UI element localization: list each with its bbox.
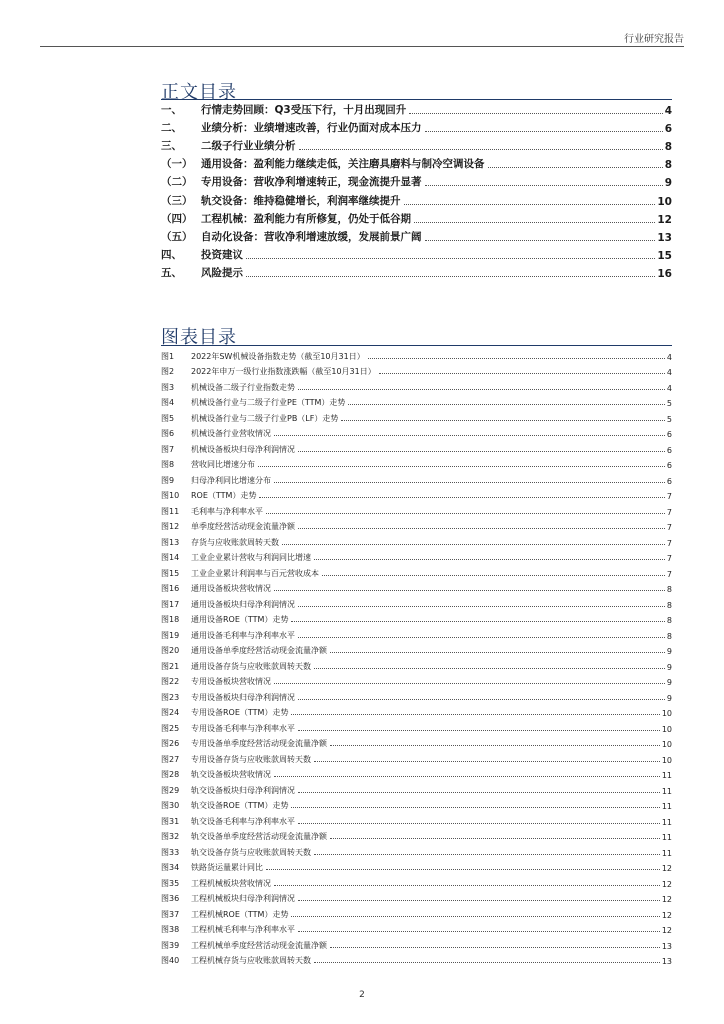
toc-entry[interactable]	[161, 117, 672, 135]
figure-entry-page: 6	[666, 476, 672, 486]
page-number: 2	[359, 990, 365, 1000]
figure-entry-leader-dots	[314, 961, 660, 963]
toc-entry[interactable]	[161, 153, 672, 171]
toc-entry-page: 12	[657, 213, 672, 226]
figure-entry-leader-dots	[274, 884, 660, 886]
toc-entry[interactable]	[161, 244, 672, 262]
figure-entry[interactable]	[161, 842, 672, 858]
figure-entry-text: 专用设备ROE（TTM）走势	[191, 708, 289, 717]
figure-entry[interactable]	[161, 408, 672, 424]
toc-entry-text: 自动化设备：营收净利增速放缓，发展前景广阔	[201, 230, 422, 243]
toc-entry-text: 通用设备：盈利能力继续走低，关注磨具磨料与制冷空调设备	[201, 158, 485, 171]
figure-entry-number: 图33	[161, 847, 180, 857]
figure-entry-page: 5	[666, 399, 672, 408]
figure-entry-leader-dots	[298, 791, 660, 793]
toc-entry-number: （二）	[161, 176, 193, 189]
figure-entry-leader-dots	[330, 651, 665, 653]
toc-entry-leader-dots	[404, 203, 656, 205]
figure-entry-number: 图5	[161, 413, 175, 423]
figure-entry[interactable]	[161, 889, 672, 905]
figure-entry[interactable]	[161, 393, 672, 409]
figure-entry-page: 7	[666, 538, 672, 548]
figure-entry-text: 存货与应收账款周转天数	[191, 537, 279, 547]
figure-entry[interactable]	[161, 873, 672, 889]
figure-entry-leader-dots	[274, 775, 660, 777]
figure-list-title: 图表目录	[161, 327, 237, 348]
figure-entry-text: 机械设备行业与二级子行业PE（TTM）走势	[191, 398, 346, 407]
figure-entry-page: 13	[661, 941, 672, 951]
figure-entry-leader-dots	[322, 574, 665, 576]
toc-entry-number: （五）	[161, 230, 193, 243]
figure-entry-leader-dots	[282, 543, 665, 545]
figure-entry[interactable]	[161, 718, 672, 734]
figure-entry-number: 图34	[161, 863, 180, 872]
figure-entry-page: 12	[661, 895, 672, 904]
figure-entry-leader-dots	[379, 372, 665, 374]
figure-entry[interactable]	[161, 951, 672, 967]
figure-entry-text: 轨交设备ROE（TTM）走势	[191, 801, 289, 810]
figure-entry-page: 10	[661, 755, 672, 765]
toc-entry-leader-dots	[425, 130, 663, 132]
toc-title: 正文目录	[161, 82, 237, 103]
figure-entry-text: 归母净利同比增速分布	[191, 475, 271, 485]
figure-entry-text: 轨交设备毛利率与净利率水平	[191, 816, 295, 826]
figure-entry-text: 通用设备存货与应收账款周转天数	[191, 661, 311, 671]
toc-entry-page: 10	[657, 195, 672, 208]
toc-entry-text: 专用设备：营收净利增速转正，现金流提升显著	[201, 176, 422, 189]
figure-entry[interactable]	[161, 811, 672, 827]
figure-entry-number: 图25	[161, 723, 180, 733]
figure-entry-leader-dots	[298, 899, 660, 901]
figure-entry-number: 图24	[161, 708, 180, 717]
figure-entry[interactable]	[161, 377, 672, 393]
figure-entry-number: 图1	[161, 351, 175, 361]
figure-entry[interactable]	[161, 641, 672, 657]
toc-entry-leader-dots	[425, 239, 656, 241]
figure-entry-number: 图6	[161, 429, 175, 438]
figure-entry-leader-dots	[298, 450, 665, 452]
figure-entry-page: 13	[661, 957, 672, 966]
toc-entry-text: 二级子行业业绩分析	[201, 140, 296, 153]
figure-entry[interactable]	[161, 858, 672, 874]
figure-entry-page: 7	[666, 569, 672, 579]
figure-entry-page: 12	[661, 910, 672, 920]
figure-entry[interactable]	[161, 517, 672, 533]
figure-entry-leader-dots	[348, 403, 664, 405]
figure-entry[interactable]	[161, 548, 672, 564]
figure-entry-text: 机械设备板块归母净利润情况	[191, 444, 295, 454]
figure-entry[interactable]	[161, 672, 672, 688]
figure-entry-number: 图14	[161, 553, 180, 562]
figure-entry-page: 11	[661, 848, 672, 858]
figure-entry[interactable]	[161, 594, 672, 610]
figure-entry-number: 图30	[161, 801, 180, 810]
toc-entry-page: 9	[664, 177, 672, 190]
figure-entry-leader-dots	[330, 946, 660, 948]
toc-entry-page: 15	[657, 249, 672, 262]
figure-entry-text: 工程机械存货与应收账款周转天数	[191, 956, 311, 965]
toc-entry[interactable]	[161, 189, 672, 207]
figure-entry-page: 12	[661, 864, 672, 873]
toc-entry-page: 4	[664, 105, 672, 118]
figure-entry-text: 单季度经营活动现金流量净额	[191, 522, 295, 531]
figure-entry-leader-dots	[291, 713, 659, 715]
figure-entry-page: 9	[666, 678, 672, 687]
figure-entry-number: 图29	[161, 785, 180, 795]
figure-entry-page: 6	[666, 445, 672, 455]
figure-entry-leader-dots	[314, 667, 665, 669]
figure-entry-text: 工程机械板块营收情况	[191, 878, 271, 888]
figure-entry-text: 专用设备单季度经营活动现金流量净额	[191, 739, 327, 748]
figure-entry-page: 9	[666, 647, 672, 656]
toc-entry-leader-dots	[425, 184, 663, 186]
toc-entry-leader-dots	[246, 275, 655, 277]
figure-entry-leader-dots	[298, 636, 665, 638]
figure-entry-number: 图20	[161, 646, 180, 655]
toc-entry-leader-dots	[299, 148, 663, 150]
figure-entry-leader-dots	[341, 419, 665, 421]
figure-entry-text: 轨交设备单季度经营活动现金流量净额	[191, 832, 327, 841]
figure-entry-number: 图35	[161, 878, 180, 888]
toc-entry-number: 一、	[161, 104, 182, 117]
figure-entry-number: 图16	[161, 584, 180, 593]
figure-entry-text: 工程机械板块归母净利润情况	[191, 894, 295, 903]
figure-entry-leader-dots	[266, 512, 665, 514]
figure-entry-number: 图40	[161, 956, 180, 965]
figure-entry-leader-dots	[298, 527, 665, 529]
toc-entry-number: 五、	[161, 266, 182, 279]
toc-entry-leader-dots	[414, 221, 655, 223]
toc-entry-text: 工程机械：盈利能力有所修复，仍处于低谷期	[201, 212, 411, 225]
figure-entry-number: 图22	[161, 677, 180, 686]
figure-entry-page: 7	[666, 507, 672, 517]
figure-entry-text: 轨交设备存货与应收账款周转天数	[191, 847, 311, 857]
figure-entry-number: 图9	[161, 475, 175, 485]
figure-entry[interactable]	[161, 920, 672, 936]
figure-entry-leader-dots	[330, 744, 660, 746]
figure-entry-leader-dots	[314, 760, 660, 762]
figure-entry-page: 9	[666, 693, 672, 703]
figure-entry[interactable]	[161, 780, 672, 796]
toc-entry[interactable]	[161, 262, 672, 280]
figure-entry-number: 图10	[161, 491, 180, 500]
figure-entry-leader-dots	[291, 620, 664, 622]
figure-entry-leader-dots	[298, 930, 660, 932]
figure-entry-leader-dots	[314, 558, 665, 560]
figure-entry[interactable]	[161, 749, 672, 765]
figure-entry-leader-dots	[274, 589, 665, 591]
figure-entry-text: 通用设备毛利率与净利率水平	[191, 630, 295, 640]
figure-entry-text: 工程机械毛利率与净利率水平	[191, 925, 295, 934]
toc-entry[interactable]	[161, 171, 672, 189]
toc-entry-number: （一）	[161, 158, 193, 171]
figure-entry[interactable]	[161, 532, 672, 548]
figure-entry-page: 11	[661, 802, 672, 811]
figure-entry-text: 工业企业累计营收与利润同比增速	[191, 553, 311, 562]
figure-entry-leader-dots	[291, 806, 659, 808]
figure-entry-leader-dots	[298, 605, 665, 607]
figure-entry-page: 8	[666, 616, 672, 625]
toc-entry-page: 6	[664, 123, 672, 136]
figure-entry-number: 图36	[161, 894, 180, 903]
toc-entry-text: 行情走势回顾：Q3受压下行，十月出现回升	[201, 104, 407, 117]
figure-entry-leader-dots	[298, 822, 660, 824]
toc-entry-number: （四）	[161, 212, 193, 225]
figure-entry-number: 图37	[161, 909, 180, 919]
figure-entry[interactable]	[161, 796, 672, 812]
figure-entry-page: 10	[661, 724, 672, 734]
figure-entry[interactable]	[161, 455, 672, 471]
figure-entry-text: 2022年申万一级行业指数涨跌幅（截至10月31日）	[191, 367, 376, 376]
report-type-label: 行业研究报告	[624, 34, 684, 45]
toc-entry-page: 8	[664, 141, 672, 154]
toc-entry[interactable]	[161, 135, 672, 153]
figure-entry-page: 7	[666, 523, 672, 532]
toc-entry-leader-dots	[488, 166, 663, 168]
figure-entry-leader-dots	[274, 481, 665, 483]
figure-entry-number: 图8	[161, 460, 175, 469]
figure-entry-leader-dots	[291, 915, 659, 917]
figure-entry-text: 营收同比增速分布	[191, 460, 255, 469]
figure-entry-page: 4	[666, 368, 672, 377]
figure-entry-text: 通用设备板块营收情况	[191, 584, 271, 593]
figure-entry-number: 图31	[161, 816, 180, 826]
toc-entry-number: 四、	[161, 248, 182, 261]
toc-entry-text: 业绩分析：业绩增速改善，行业仍面对成本压力	[201, 122, 422, 135]
figure-entry-page: 11	[661, 833, 672, 842]
toc-entry[interactable]	[161, 99, 672, 117]
figure-entry-page: 7	[666, 554, 672, 563]
figure-entry-number: 图12	[161, 522, 180, 531]
toc-entry-page: 16	[657, 267, 672, 280]
figure-entry[interactable]	[161, 827, 672, 843]
figure-entry-page: 4	[666, 352, 672, 362]
figure-entry-number: 图23	[161, 692, 180, 702]
figure-entry-text: 工程机械单季度经营活动现金流量净额	[191, 940, 327, 950]
figure-entry-page: 10	[661, 740, 672, 749]
figure-entry-number: 图27	[161, 754, 180, 764]
figure-entry-page: 11	[661, 771, 672, 780]
figure-entry[interactable]	[161, 346, 672, 362]
figure-entry-leader-dots	[298, 698, 665, 700]
figure-entry[interactable]	[161, 563, 672, 579]
figure-entry[interactable]	[161, 579, 672, 595]
figure-entry-number: 图19	[161, 630, 180, 640]
toc-entry-page: 8	[664, 159, 672, 172]
figure-entry-number: 图26	[161, 739, 180, 748]
figure-entry-page: 12	[661, 879, 672, 889]
figure-entry-number: 图39	[161, 940, 180, 950]
toc-entry-text: 投资建议	[201, 248, 243, 261]
figure-entry-text: 通用设备板块归母净利润情况	[191, 599, 295, 609]
toc-list	[161, 99, 672, 280]
figure-entry-number: 图13	[161, 537, 180, 547]
figure-entry-page: 8	[666, 585, 672, 594]
figure-entry[interactable]	[161, 734, 672, 750]
figure-entry-leader-dots	[330, 837, 660, 839]
figure-entry-leader-dots	[258, 465, 665, 467]
figure-entry-page: 6	[666, 430, 672, 439]
figure-entry-text: 工业企业累计利润率与百元营收成本	[191, 568, 319, 578]
figure-entry-text: 通用设备ROE（TTM）走势	[191, 615, 289, 624]
figure-entry-leader-dots	[274, 434, 665, 436]
figure-entry-page: 11	[661, 817, 672, 827]
figure-entry[interactable]	[161, 424, 672, 440]
figure-entry[interactable]	[161, 656, 672, 672]
figure-entry[interactable]	[161, 470, 672, 486]
toc-entry-text: 风险提示	[201, 266, 243, 279]
toc-entry-number: 三、	[161, 140, 182, 153]
figure-entry-number: 图32	[161, 832, 180, 841]
figure-entry-number: 图4	[161, 398, 175, 407]
figure-entry-text: 机械设备行业与二级子行业PB（LF）走势	[191, 413, 339, 423]
figure-entry-number: 图15	[161, 568, 180, 578]
figure-entry-page: 8	[666, 631, 672, 641]
figure-entry-text: 机械设备行业营收情况	[191, 429, 271, 438]
toc-entry-text: 轨交设备：维持稳健增长，利润率继续提升	[201, 194, 401, 207]
figure-entry-leader-dots	[298, 388, 665, 390]
figure-entry[interactable]	[161, 486, 672, 502]
figure-entry-page: 7	[666, 492, 672, 501]
figure-entry-text: 工程机械ROE（TTM）走势	[191, 909, 289, 919]
figure-entry-leader-dots	[266, 868, 660, 870]
figure-entry-text: 专用设备板块归母净利润情况	[191, 692, 295, 702]
figure-entry-text: 专用设备存货与应收账款周转天数	[191, 754, 311, 764]
figure-entry[interactable]	[161, 904, 672, 920]
figure-entry[interactable]	[161, 765, 672, 781]
toc-entry[interactable]	[161, 208, 672, 226]
toc-entry[interactable]	[161, 226, 672, 244]
figure-entry-page: 4	[666, 383, 672, 393]
header-divider	[40, 46, 684, 47]
figure-entry[interactable]	[161, 625, 672, 641]
toc-entry-leader-dots	[246, 257, 655, 259]
figure-list	[161, 346, 672, 966]
figure-entry-number: 图2	[161, 367, 175, 376]
figure-entry[interactable]	[161, 935, 672, 951]
figure-entry-text: 2022年SW机械设备指数走势（截至10月31日）	[191, 351, 365, 361]
figure-entry-number: 图21	[161, 661, 180, 671]
figure-entry[interactable]	[161, 362, 672, 378]
figure-entry-number: 图38	[161, 925, 180, 934]
figure-entry-leader-dots	[274, 682, 665, 684]
figure-entry[interactable]	[161, 501, 672, 517]
toc-entry-number: 二、	[161, 122, 182, 135]
figure-entry-leader-dots	[314, 853, 660, 855]
figure-entry-text: 机械设备二级子行业指数走势	[191, 382, 295, 392]
figure-entry-page: 9	[666, 662, 672, 672]
toc-entry-leader-dots	[409, 112, 662, 114]
figure-entry-page: 12	[661, 926, 672, 935]
figure-entry-text: 通用设备单季度经营活动现金流量净额	[191, 646, 327, 655]
figure-entry-number: 图28	[161, 770, 180, 779]
figure-entry[interactable]	[161, 439, 672, 455]
figure-entry-leader-dots	[298, 729, 660, 731]
figure-entry-text: 毛利率与净利率水平	[191, 506, 263, 516]
figure-entry-text: 铁路货运量累计同比	[191, 863, 263, 872]
figure-entry-number: 图3	[161, 382, 175, 392]
figure-entry-text: ROE（TTM）走势	[191, 491, 257, 500]
figure-entry-leader-dots	[368, 357, 665, 359]
figure-entry[interactable]	[161, 703, 672, 719]
figure-entry-page: 11	[661, 786, 672, 796]
figure-entry-page: 6	[666, 461, 672, 470]
figure-entry[interactable]	[161, 687, 672, 703]
figure-entry-number: 图17	[161, 599, 180, 609]
figure-entry-text: 专用设备板块营收情况	[191, 677, 271, 686]
figure-entry-leader-dots	[259, 496, 664, 498]
figure-entry-text: 专用设备毛利率与净利率水平	[191, 723, 295, 733]
figure-entry-text: 轨交设备板块归母净利润情况	[191, 785, 295, 795]
toc-entry-number: （三）	[161, 194, 193, 207]
figure-entry-page: 5	[666, 414, 672, 424]
figure-entry[interactable]	[161, 610, 672, 626]
figure-entry-page: 10	[661, 709, 672, 718]
figure-entry-number: 图18	[161, 615, 180, 624]
figure-entry-text: 轨交设备板块营收情况	[191, 770, 271, 779]
figure-entry-number: 图7	[161, 444, 175, 454]
figure-entry-page: 8	[666, 600, 672, 610]
figure-entry-number: 图11	[161, 506, 180, 516]
toc-entry-page: 13	[657, 231, 672, 244]
